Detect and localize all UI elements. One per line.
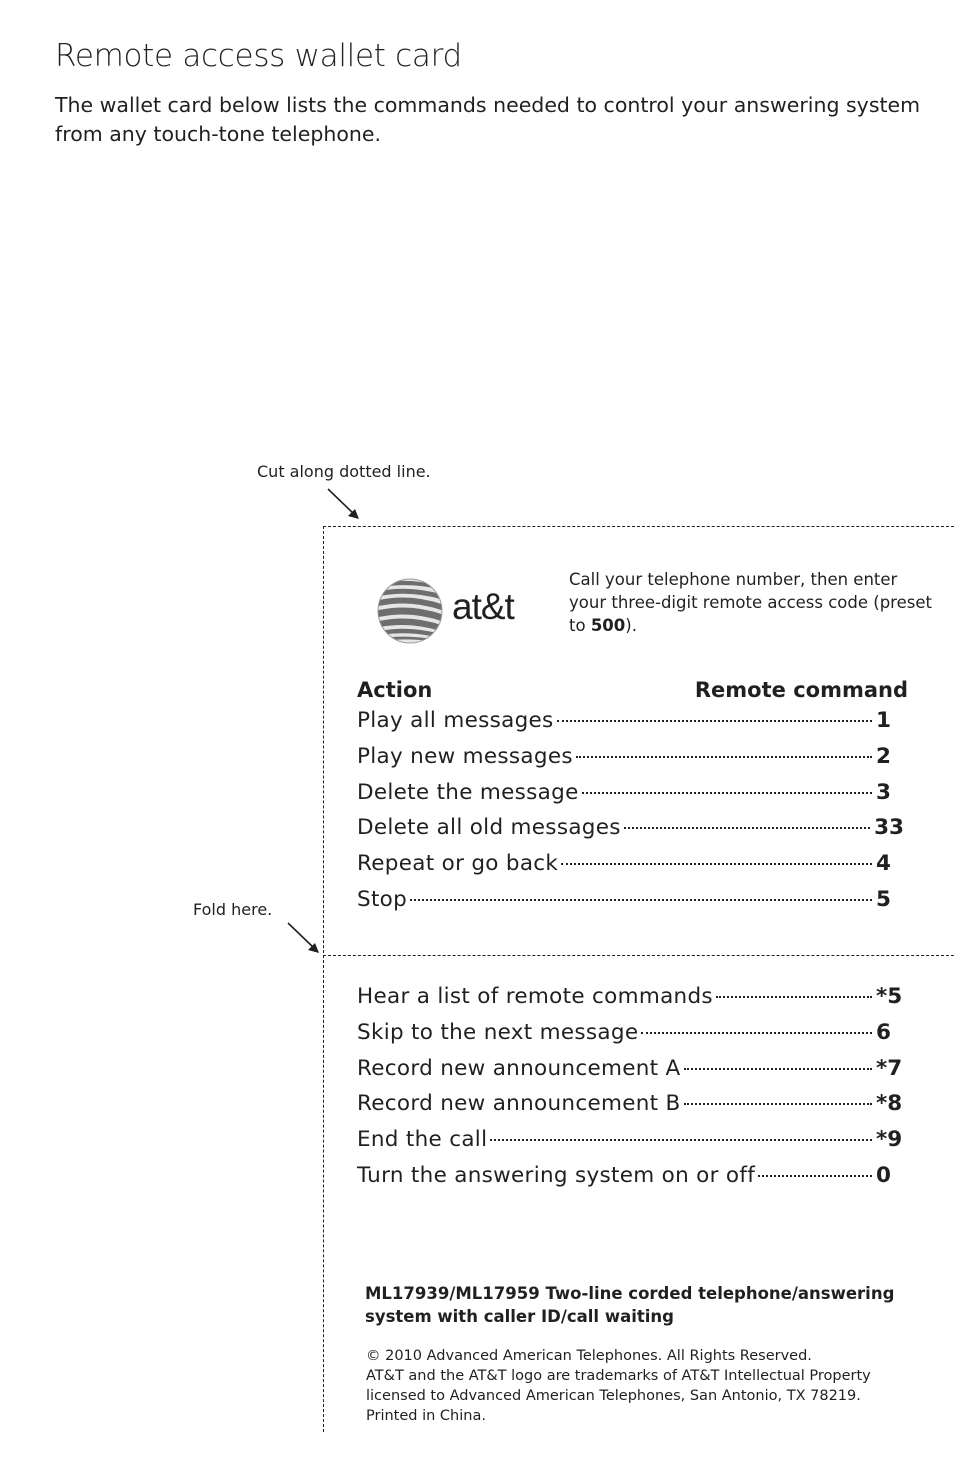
command-action: Stop bbox=[357, 886, 408, 912]
fold-arrow-icon bbox=[285, 920, 325, 956]
access-instructions bbox=[569, 568, 934, 637]
command-row bbox=[357, 1163, 904, 1199]
command-row bbox=[357, 744, 904, 780]
command-action: Hear a list of remote commands bbox=[357, 984, 713, 1009]
fold-instruction: Fold here. bbox=[193, 900, 273, 919]
command-row bbox=[357, 1056, 904, 1092]
cut-line-left bbox=[323, 526, 324, 1432]
command-code: 0 bbox=[876, 1162, 891, 1188]
command-row bbox=[357, 851, 904, 887]
command-row bbox=[357, 1020, 904, 1056]
command-action: Play new messages bbox=[357, 743, 573, 769]
access-code: 500 bbox=[590, 616, 626, 635]
command-row bbox=[357, 984, 904, 1020]
command-code: 2 bbox=[876, 743, 891, 769]
command-action: Skip to the next message bbox=[357, 1019, 639, 1045]
command-code: *8 bbox=[876, 1091, 903, 1117]
command-code: 4 bbox=[876, 851, 891, 877]
command-code: 33 bbox=[874, 815, 904, 841]
dot-leader bbox=[641, 1032, 872, 1034]
dot-leader bbox=[624, 827, 870, 829]
command-action: Turn the answering system on or off bbox=[357, 1162, 756, 1188]
dot-leader bbox=[490, 1139, 872, 1141]
dot-leader bbox=[561, 863, 872, 865]
command-action: End the call bbox=[357, 1127, 488, 1153]
command-code: *5 bbox=[876, 984, 903, 1009]
command-row bbox=[357, 815, 904, 851]
command-action: Repeat or go back bbox=[357, 851, 559, 877]
dot-leader bbox=[758, 1175, 872, 1177]
model-description: ML17939/ML17959 Two-line corded telephone/answering system with caller ID/call waiting bbox=[365, 1284, 895, 1326]
copyright-line: licensed to Advanced American Telephones, San Antonio, TX 78219. bbox=[366, 1388, 861, 1404]
command-row bbox=[357, 780, 904, 816]
dot-leader bbox=[576, 756, 872, 758]
cut-instruction: Cut along dotted line. bbox=[257, 462, 431, 481]
dot-leader bbox=[684, 1068, 872, 1070]
command-action: Delete all old messages bbox=[357, 815, 621, 841]
dot-leader bbox=[684, 1103, 872, 1105]
access-instructions-text: Call your telephone number, then enter your three-digit remote access code (preset to bbox=[569, 570, 932, 635]
front-command-list bbox=[357, 708, 904, 923]
dot-leader bbox=[410, 899, 872, 901]
copyright-line: © 2010 Advanced American Telephones. All Rights Reserved. bbox=[366, 1348, 812, 1364]
command-action: Record new announcement A bbox=[357, 1055, 681, 1081]
dot-leader bbox=[716, 996, 872, 998]
dot-leader bbox=[582, 792, 872, 794]
command-code: 1 bbox=[876, 708, 891, 733]
intro-paragraph: The wallet card below lists the commands needed to control your answering system from any touch-tone telephone. bbox=[55, 93, 921, 146]
command-action: Delete the message bbox=[357, 779, 579, 805]
command-code: 5 bbox=[876, 886, 891, 912]
command-column-header: Remote command bbox=[694, 678, 908, 702]
command-row bbox=[357, 1127, 904, 1163]
att-logo-text: at&t bbox=[452, 586, 514, 627]
fold-line bbox=[323, 955, 954, 956]
command-code: 6 bbox=[876, 1019, 891, 1045]
back-command-list bbox=[357, 984, 904, 1199]
command-code: *7 bbox=[876, 1055, 903, 1081]
action-column-header: Action bbox=[357, 678, 433, 702]
command-row bbox=[357, 1091, 904, 1127]
command-row bbox=[357, 887, 904, 923]
copyright-line: Printed in China. bbox=[366, 1408, 486, 1424]
page-title: Remote access wallet card bbox=[55, 38, 462, 74]
command-row bbox=[357, 708, 904, 744]
access-instructions-end: ). bbox=[625, 616, 637, 635]
cut-arrow-icon bbox=[325, 486, 365, 522]
command-action: Play all messages bbox=[357, 708, 554, 733]
command-action: Record new announcement B bbox=[357, 1091, 681, 1117]
copyright-line: AT&T and the AT&T logo are trademarks of AT&T Intellectual Property bbox=[366, 1368, 871, 1384]
command-code: *9 bbox=[876, 1127, 903, 1153]
cut-line-top bbox=[323, 526, 954, 527]
dot-leader bbox=[557, 720, 872, 722]
copyright-block bbox=[366, 1346, 926, 1426]
att-globe-icon bbox=[377, 578, 443, 644]
command-code: 3 bbox=[876, 779, 891, 805]
